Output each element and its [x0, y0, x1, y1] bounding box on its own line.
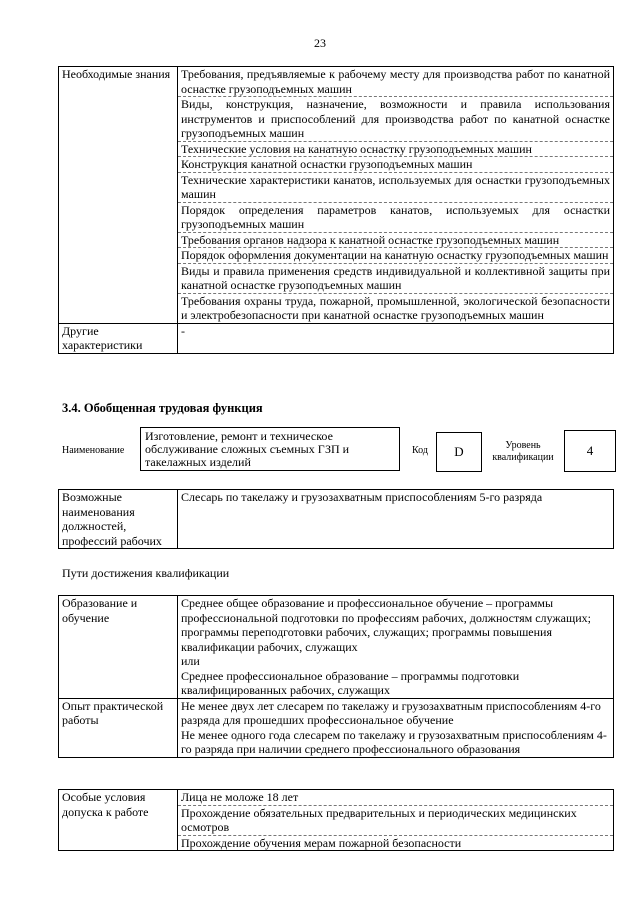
list-item: Технические характеристики канатов, используемых для оснастки грузоподъемных машин	[178, 173, 613, 203]
row-label: Другие характеристики	[59, 323, 178, 353]
line: Среднее общее образование и профессиональное обучение – программы профессиональной подготовки по профессиям рабочих, должностям служащих; программы переподготовки рабочих, служащих; программы повышения квалификации рабочих, служащих	[181, 596, 591, 654]
items-cell	[178, 67, 614, 324]
code-value: D	[436, 432, 482, 472]
line: Не менее двух лет слесарем по такелажу и грузозахватным приспособлениям 4-го разряда для прошедших профессиональное обучение	[181, 698, 601, 727]
list-item: Технические условия на канатную оснастку грузоподъемных машин	[178, 142, 613, 158]
paths-title: Пути достижения квалификации	[62, 566, 230, 580]
table-row	[59, 596, 614, 699]
list-item: Виды и правила применения средств индивидуальной и коллективной защиты при канатной оснастке грузоподъемных машин	[178, 264, 613, 294]
level-value: 4	[564, 430, 616, 472]
list-item: Требования, предъявляемые к рабочему месту для производства работ по канатной оснастке грузоподъемных машин	[178, 67, 613, 97]
row-value: -	[178, 323, 614, 353]
row-value: Слесарь по такелажу и грузозахватным приспособлениям 5-го разряда	[178, 490, 614, 549]
education-table	[58, 595, 614, 758]
row-value	[178, 596, 614, 699]
line: Среднее профессиональное образование – программы подготовки квалифицированных рабочих, служащих	[181, 668, 520, 697]
level-label: Уровень квалификации	[492, 440, 554, 463]
list-item: Виды, конструкция, назначение, возможности и правила использования инструментов и приспособлений для производства работ по канатной оснастке грузоподъемных машин	[178, 97, 613, 142]
row-label: Необходимые знания	[59, 67, 178, 324]
list-item: Лица не моложе 18 лет	[178, 790, 613, 806]
line: или	[181, 654, 200, 668]
row-label: Возможные наименования должностей, профессий рабочих	[59, 490, 178, 549]
knowledge-table	[58, 66, 614, 354]
page-number: 23	[314, 36, 326, 50]
positions-table	[58, 489, 614, 549]
row-value	[178, 698, 614, 757]
table-row	[59, 67, 614, 324]
list-item: Порядок определения параметров канатов, используемых для оснастки грузоподъемных машин	[178, 203, 613, 233]
name-value: Изготовление, ремонт и техническое обслуживание сложных съемных ГЗП и такелажных изделий	[140, 427, 400, 471]
table-row	[59, 698, 614, 757]
name-label: Наименование	[62, 445, 125, 456]
line: Не менее одного года слесарем по такелажу и грузозахватным приспособлениям 4-го разряда при наличии среднего профессионального образования	[181, 727, 607, 756]
table-row	[59, 490, 614, 549]
items-cell	[178, 790, 614, 851]
admission-table	[58, 789, 614, 851]
table-row	[59, 790, 614, 851]
list-item: Прохождение обязательных предварительных и периодических медицинских осмотров	[178, 806, 613, 836]
list-item: Конструкция канатной оснастки грузоподъемных машин	[178, 157, 613, 173]
list-item: Порядок оформления документации на канатную оснастку грузоподъемных машин	[178, 248, 613, 264]
table-row	[59, 323, 614, 353]
list-item: Прохождение обучения мерам пожарной безопасности	[181, 835, 462, 850]
code-label: Код	[412, 445, 428, 456]
row-label: Особые условия допуска к работе	[59, 790, 178, 851]
row-label: Опыт практической работы	[59, 698, 178, 757]
row-label: Образование и обучение	[59, 596, 178, 699]
section-title: 3.4. Обобщенная трудовая функция	[62, 401, 263, 415]
list-item: Требования органов надзора к канатной оснастке грузоподъемных машин	[178, 233, 613, 249]
list-item: Требования охраны труда, пожарной, промышленной, экологической безопасности и электробезопасности при канатной оснастке грузоподъемных машин	[181, 293, 610, 322]
